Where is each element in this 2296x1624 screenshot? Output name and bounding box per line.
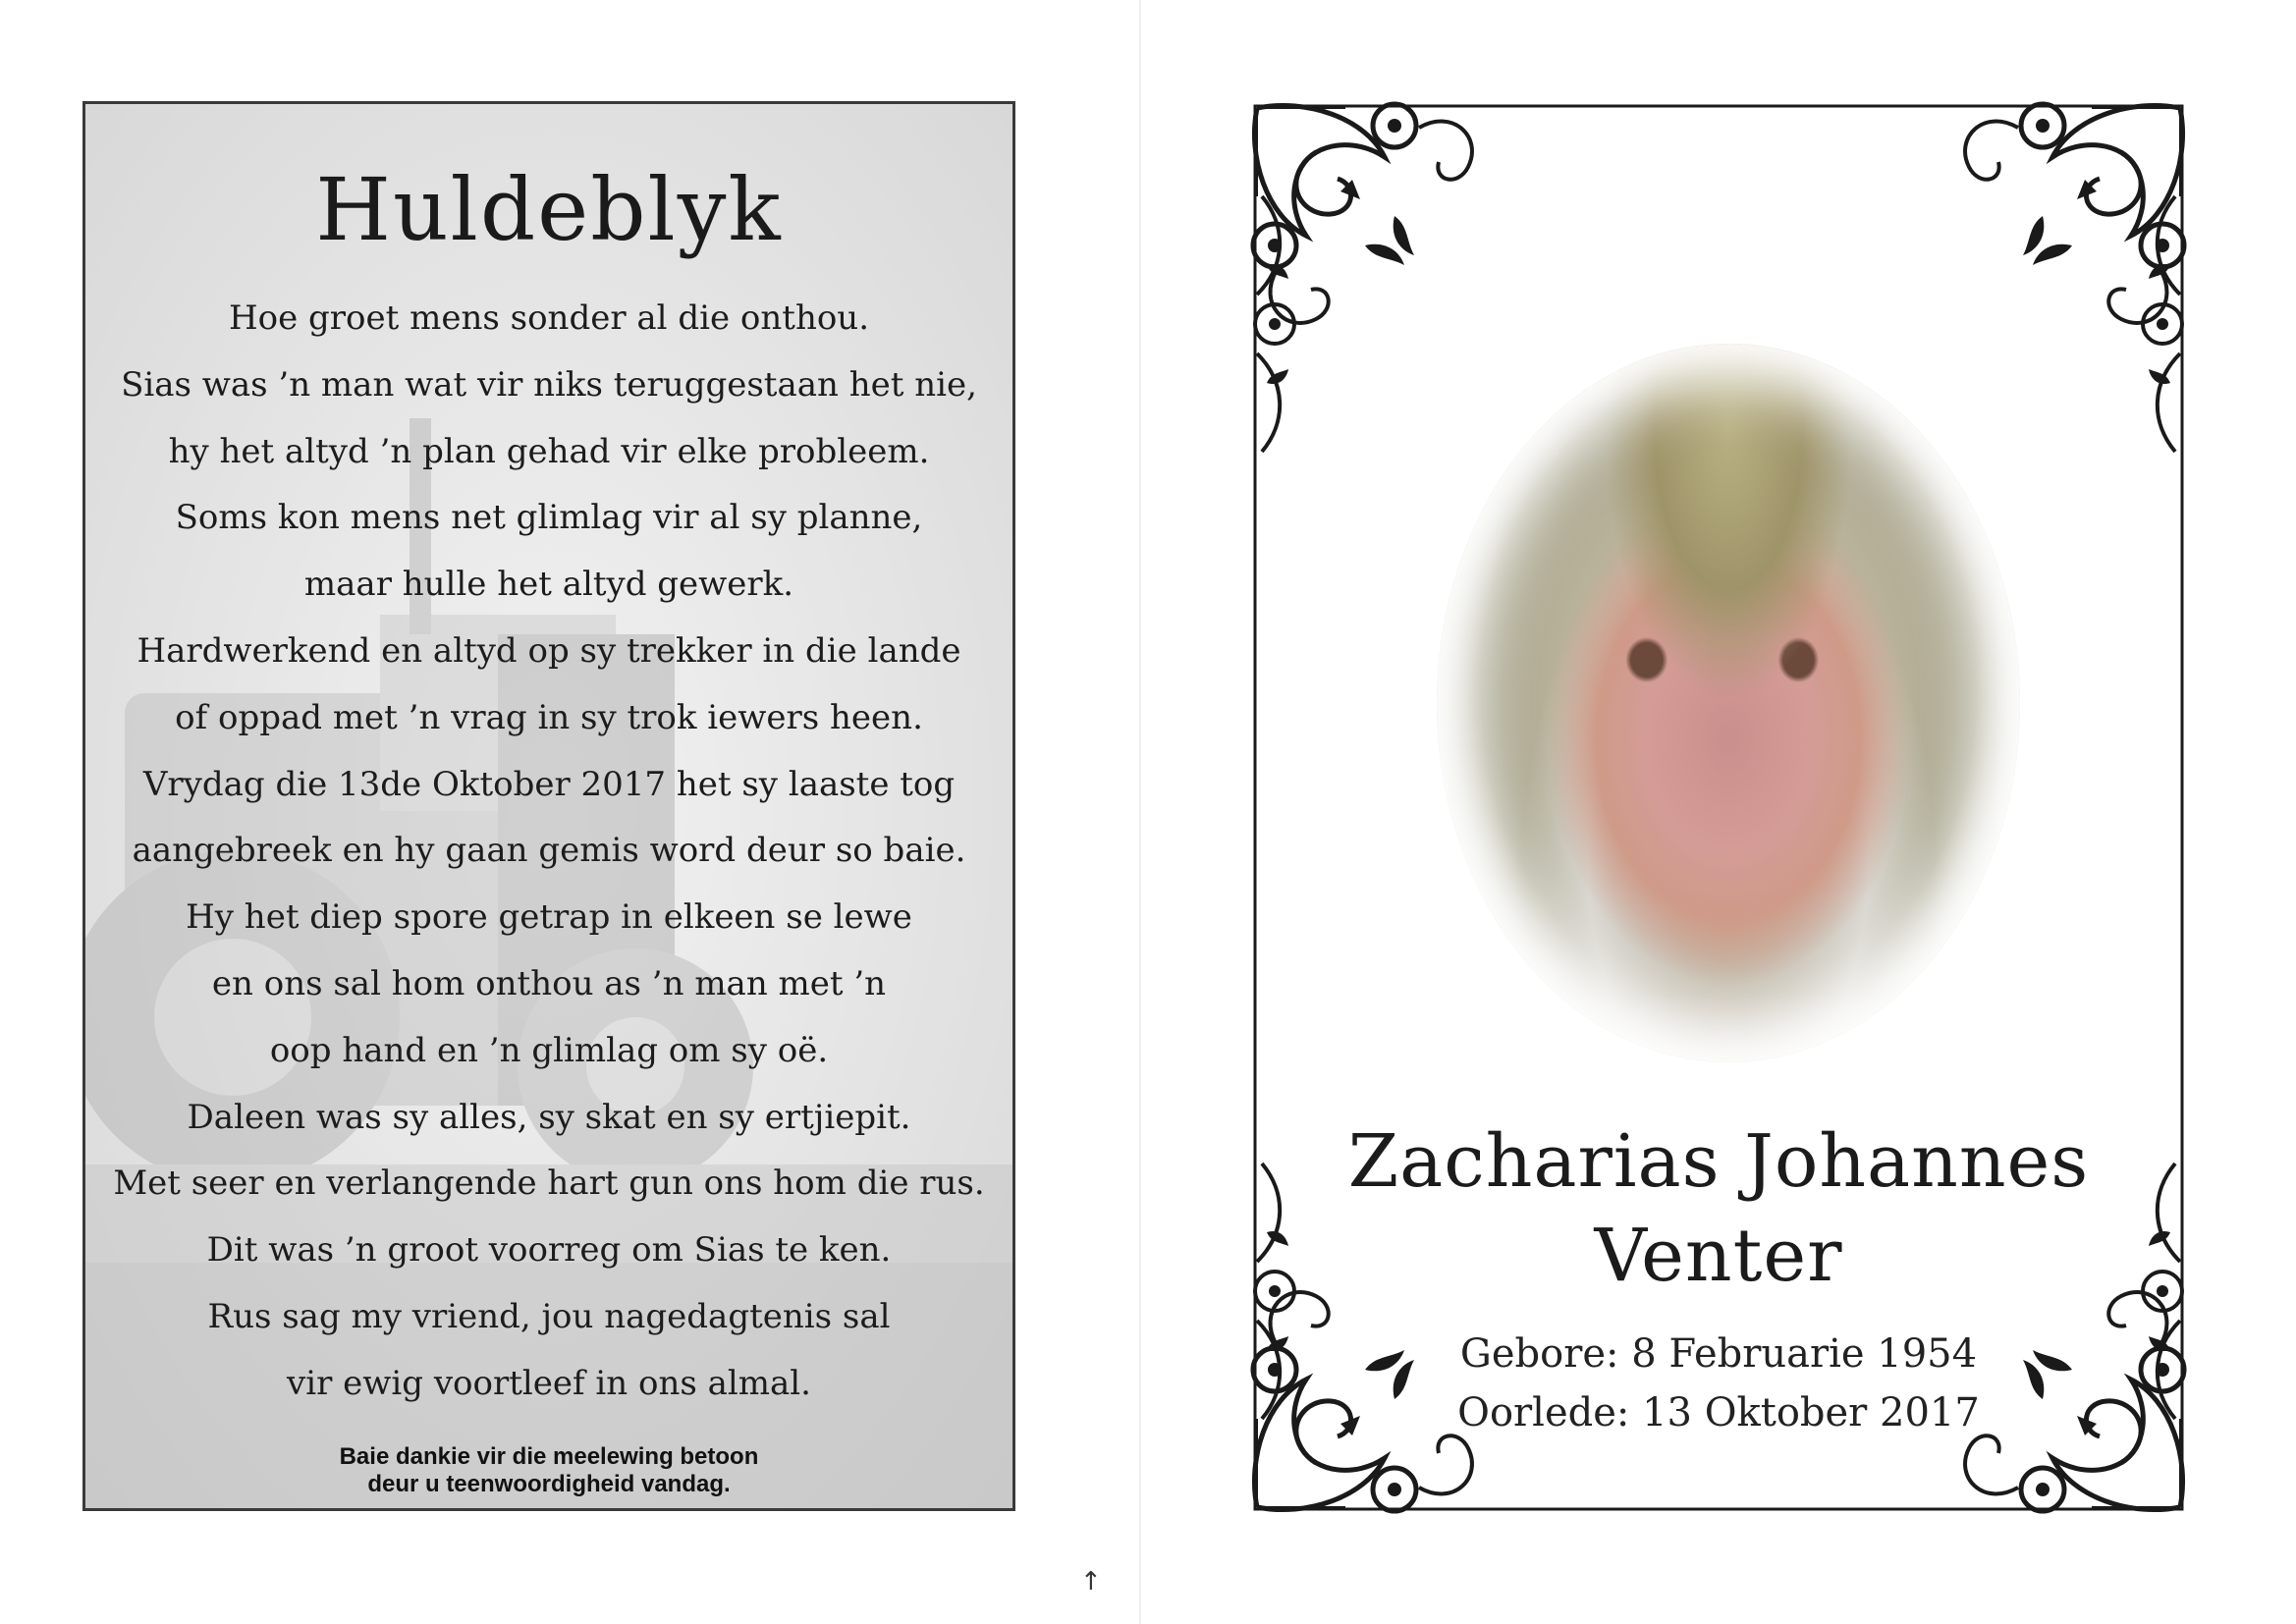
thanks-line-1: Baie dankie vir die meelewing betoon <box>339 1443 759 1470</box>
birth-date: Gebore: 8 Februarie 1954 <box>1459 1331 1978 1377</box>
poem-line: of oppad met ’n vrag in sy trok iewers heen. <box>175 697 923 737</box>
poem-line: Sias was ’n man wat vir niks teruggestaan het nie, <box>121 364 977 405</box>
memorial-cover-panel <box>1247 98 2190 1517</box>
poem-line: Met seer en verlangende hart gun ons hom die rus. <box>113 1164 985 1204</box>
poem-line: Vrydag die 13de Oktober 2017 het sy laaste tog <box>142 764 956 804</box>
tribute-panel <box>82 101 1015 1511</box>
poem-line: Soms kon mens net glimlag vir al sy planne, <box>175 498 923 538</box>
poem-line: vir ewig voortleef in ons almal. <box>287 1363 811 1403</box>
poem-line: hy het altyd ’n plan gehad vir elke probleem. <box>168 431 930 471</box>
deceased-name-line-1: Zacharias Johannes <box>1347 1119 2090 1204</box>
poem-line: oop hand en ’n glimlag om sy oë. <box>269 1030 829 1070</box>
thanks-note <box>85 1443 1012 1498</box>
poem-line: Rus sag my vriend, jou nagedagtenis sal <box>207 1296 891 1336</box>
tribute-poem <box>85 286 1012 1418</box>
poem-line: aangebreek en hy gaan gemis word deur so baie. <box>132 831 966 871</box>
poem-line: en ons sal hom onthou as ’n man met ’n <box>211 963 887 1003</box>
poem-line: Hoe groet mens sonder al die onthou. <box>228 298 870 338</box>
poem-line: Daleen was sy alles, sy skat en sy ertjiepit. <box>187 1097 911 1137</box>
death-date: Oorlede: 13 Oktober 2017 <box>1457 1390 1980 1435</box>
poem-line: Dit was ’n groot voorreg om Sias te ken. <box>206 1230 892 1271</box>
fold-mark-icon: ↑ <box>1080 1567 1102 1597</box>
thanks-line-2: deur u teenwoordigheid vandag. <box>367 1471 731 1497</box>
poem-line: maar hulle het altyd gewerk. <box>303 565 794 605</box>
poem-line: Hy het diep spore getrap in elkeen se lewe <box>186 897 912 938</box>
poem-line: Hardwerkend en altyd op sy trekker in die lande <box>137 630 961 671</box>
tribute-title: Huldeblyk <box>315 159 783 260</box>
deceased-name-line-2: Venter <box>1594 1214 1843 1298</box>
portrait-photo <box>1437 344 2020 1062</box>
card-fold-line <box>1139 0 1141 1624</box>
